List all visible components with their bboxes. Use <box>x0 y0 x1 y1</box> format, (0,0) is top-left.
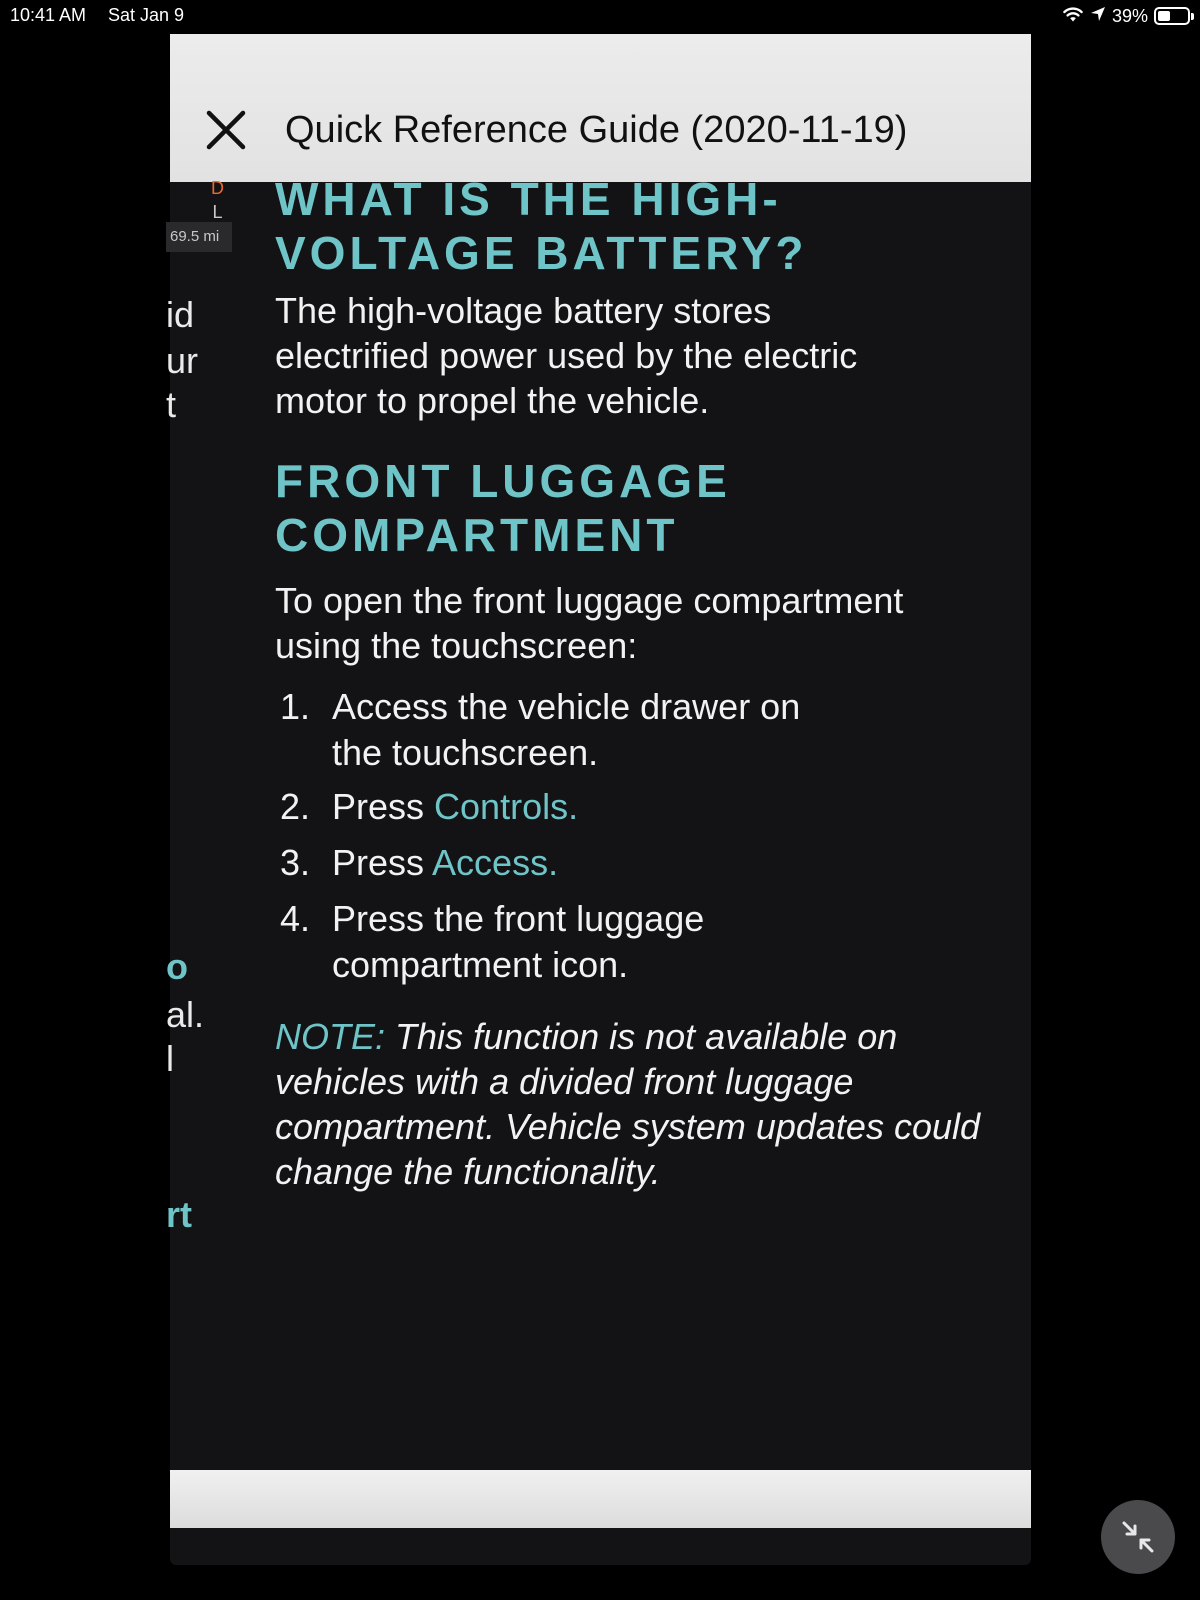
paragraph-line: motor to propel the vehicle. <box>275 380 710 421</box>
document-page[interactable]: D L 69.5 mi id ur t o al. l rt WHAT IS THE HIGH- VOLTAGE BATTERY? The high-voltage battery stores electrified power used by the electric motor to propel the vehicle. FRONT LUGGAGE COMPARTMENT To open the front luggage compartment using the touchscreen: 1. Access the vehicle drawer on the touchscreen. 2. Press Controls. 3. Press Access. 4. Press the front luggage compartment icon. NOTE: This function is not available on vehicles with a divided front luggage compartment. Vehicle system updates could change the functionality. <box>170 182 1031 1504</box>
section-heading: FRONT LUGGAGE <box>275 455 731 507</box>
viewer-header <box>170 34 1031 182</box>
cropped-text-fragment: id <box>166 294 195 335</box>
cropped-text-fragment: t <box>166 384 177 425</box>
status-right-group <box>1062 4 1190 28</box>
cropped-text-fragment: o <box>166 946 188 987</box>
close-button[interactable] <box>204 108 248 152</box>
paragraph-line: To open the front luggage compartment <box>275 580 904 621</box>
paragraph-line: using the touchscreen: <box>275 625 638 666</box>
cropped-text-fragment: al. <box>166 994 205 1035</box>
note-label: NOTE: <box>275 1016 386 1057</box>
range-readout: 69.5 mi <box>166 222 232 252</box>
controls-highlight: Controls. <box>434 786 579 827</box>
viewer-title: Quick Reference Guide (2020-11-19) <box>285 109 908 151</box>
access-highlight: Access. <box>432 842 559 883</box>
wifi-icon <box>1062 5 1084 28</box>
paragraph-line: electrified power used by the electric <box>275 335 858 376</box>
gear-indicator: D L <box>211 178 224 222</box>
viewer-bottom-bar <box>170 1470 1031 1528</box>
battery-icon <box>1154 7 1190 25</box>
section-heading: COMPARTMENT <box>275 509 679 561</box>
exit-fullscreen-button[interactable] <box>1101 1500 1175 1574</box>
section-heading: VOLTAGE BATTERY? <box>275 227 808 279</box>
cropped-text-fragment: rt <box>166 1194 192 1235</box>
status-time: 10:41 AM <box>10 5 87 25</box>
status-date: Sat Jan 9 <box>108 5 185 25</box>
location-arrow-icon <box>1090 6 1106 27</box>
cropped-text-fragment: l <box>166 1038 174 1079</box>
section-heading: WHAT IS THE HIGH- <box>275 173 782 225</box>
cropped-text-fragment: ur <box>166 340 199 381</box>
exit-fullscreen-icon <box>1101 1500 1175 1574</box>
paragraph-line: The high-voltage battery stores <box>275 290 772 331</box>
close-icon <box>204 108 248 152</box>
status-bar <box>0 0 1200 32</box>
battery-percent: 39% <box>1111 5 1148 26</box>
note-block: NOTE: This function is not available on vehicles with a divided front luggage compartment. Vehicle system updates could change the functionality. <box>275 1016 981 1192</box>
document-viewer <box>166 34 1031 1565</box>
